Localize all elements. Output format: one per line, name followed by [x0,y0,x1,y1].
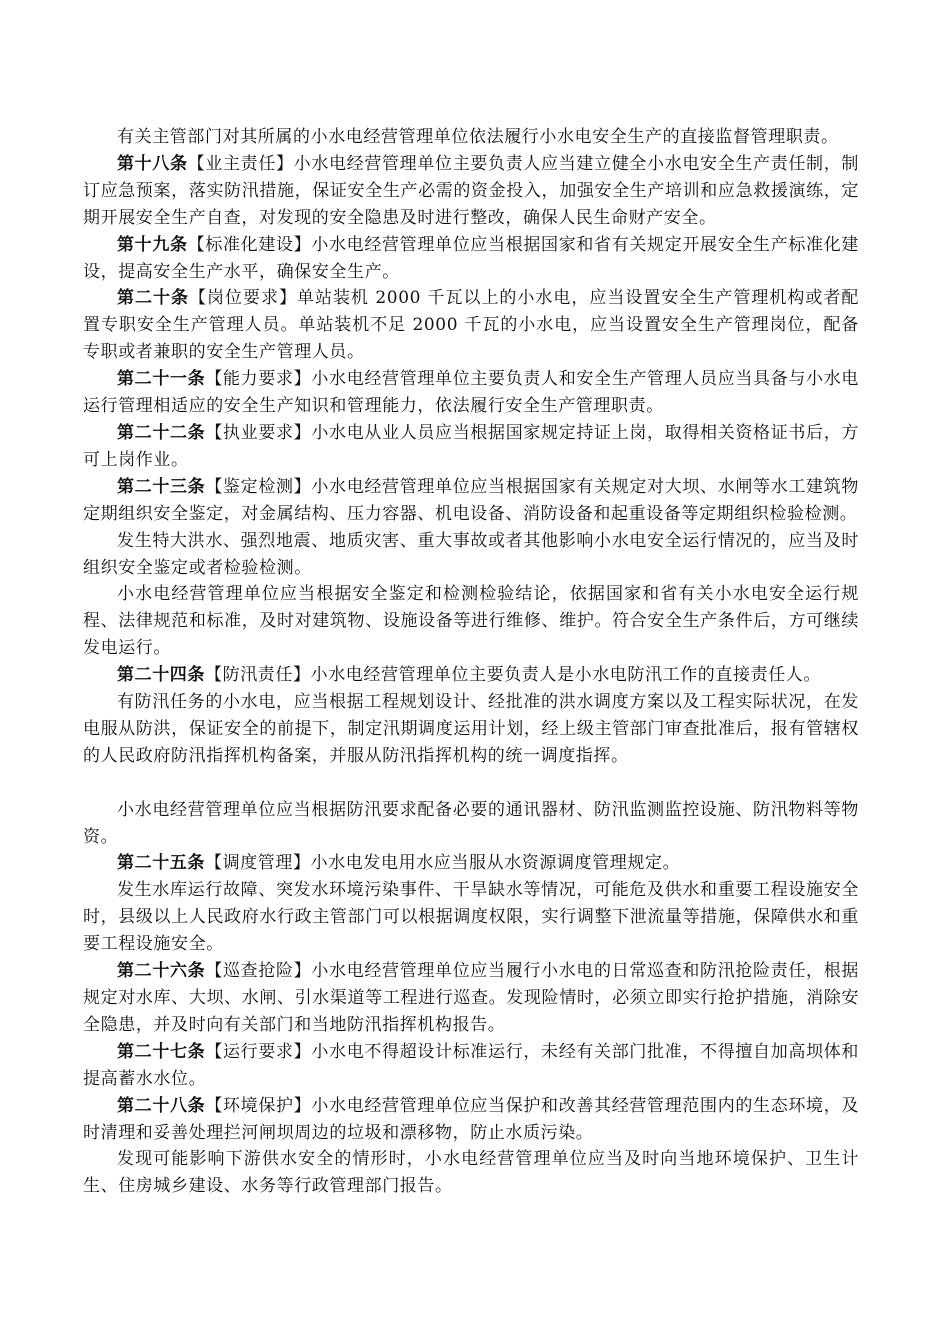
article-body: 【执业要求】小水电从业人员应当根据国家规定持证上岗，取得相关资格证书后，方可上岗作业。 [83,422,859,470]
paragraph [83,581,859,662]
paragraph [83,232,859,286]
paragraph [83,124,859,151]
article-body: 发生水库运行故障、突发水环境污染事件、干旱缺水等情况，可能危及供水和重要工程设施安全时，县级以上人民政府水行政主管部门可以根据调度权限，实行调整下泄流量等措施，保障供水和重要工程设施安全。 [83,880,859,955]
paragraph [83,958,859,1039]
article-body: 【标准化建设】小水电经营管理单位应当根据国家和省有关规定开展安全生产标准化建设，提高安全生产水平，确保安全生产。 [83,234,859,282]
article-number: 第二十七条 [117,1041,206,1062]
article-body: 【运行要求】小水电不得超设计标准运行，未经有关部门批准，不得擅自加高坝体和提高蓄水水位。 [83,1041,859,1089]
paragraph [83,474,859,528]
paragraph [83,1093,859,1147]
article-body: 发生特大洪水、强烈地震、地质灾害、重大事故或者其他影响小水电安全运行情况的，应当及时组织安全鉴定或者检验检测。 [83,530,859,578]
paragraph [83,151,859,232]
paragraph [83,528,859,582]
paragraph [83,877,859,958]
article-body: 【鉴定检测】小水电经营管理单位应当根据国家有关规定对大坝、水闸等水工建筑物定期组织安全鉴定，对金属结构、压力容器、机电设备、消防设备和起重设备等定期组织检验检测。 [83,476,859,524]
article-number: 第二十五条 [117,853,205,874]
article-body: 小水电经营管理单位应当根据防汛要求配备必要的通讯器材、防汛监测监控设施、防汛物料等物资。 [83,799,859,847]
paragraph [83,662,859,689]
paragraph [83,420,859,474]
article-number: 第二十一条 [117,369,206,390]
article-number: 第二十八条 [117,1095,206,1116]
article-body: 【业主责任】小水电经营管理单位主要负责人应当建立健全小水电安全生产责任制，制订应急预案，落实防汛措施，保证安全生产必需的资金投入，加强安全生产培训和应急救援演练，定期开展安全生产自查，对发现的安全隐患及时进行整改，确保人民生命财产安全。 [83,153,859,228]
blank-line [83,770,859,797]
paragraph [83,689,859,770]
article-body: 【环境保护】小水电经营管理单位应当保护和改善其经营管理范围内的生态环境，及时清理和妥善处理拦河闸坝周边的垃圾和漂移物，防止水质污染。 [83,1095,859,1143]
article-body: 【调度管理】小水电发电用水应当服从水资源调度管理规定。 [205,853,681,874]
article-number: 第二十六条 [117,961,206,982]
paragraph [83,850,859,877]
article-body: 【防汛责任】小水电经营管理单位主要负责人是小水电防汛工作的直接责任人。 [205,665,821,686]
article-number: 第二十二条 [117,422,206,443]
article-number: 第二十四条 [117,665,205,686]
article-number: 第十九条 [117,234,188,255]
article-body: 有关主管部门对其所属的小水电经营管理单位依法履行小水电安全生产的直接监督管理职责。 [117,127,839,147]
paragraph [83,1146,859,1200]
paragraph [83,366,859,420]
article-number: 第十八条 [117,153,188,174]
article-number: 第二十条 [117,288,189,309]
paragraph [83,797,859,851]
article-body: 【能力要求】小水电经营管理单位主要负责人和安全生产管理人员应当具备与小水电运行管理相适应的安全生产知识和管理能力，依法履行安全生产管理职责。 [83,369,859,417]
article-body: 【巡查抢险】小水电经营管理单位应当履行小水电的日常巡查和防汛抢险责任，根据规定对水库、大坝、水闸、引水渠道等工程进行巡查。发现险情时，必须立即实行抢护措施，消除安全隐患，并及时向有关部门和当地防汛指挥机构报告。 [83,961,859,1035]
article-body: 有防汛任务的小水电，应当根据工程规划设计、经批准的洪水调度方案以及工程实际状况，在发电服从防洪，保证安全的前提下，制定汛期调度运用计划，经上级主管部门审查批准后，报有管辖权的人民政府防汛指挥机构备案，并服从防汛指挥机构的统一调度指挥。 [83,692,859,766]
paragraph [83,1039,859,1093]
document-page [83,124,859,1200]
article-body: 【岗位要求】单站装机 2000 千瓦以上的小水电，应当设置安全生产管理机构或者配置专职安全生产管理人员。单站装机不足 2000 千瓦的小水电，应当设置安全生产管理岗位，配备专职或者兼职的安全生产管理人员。 [83,288,859,363]
article-body: 小水电经营管理单位应当根据安全鉴定和检测检验结论，依据国家和省有关小水电安全运行规程、法律规范和标准，及时对建筑物、设施设备等进行维修、维护。符合安全生产条件后，方可继续发电运行。 [83,584,859,659]
article-number: 第二十三条 [117,476,206,497]
article-body: 发现可能影响下游供水安全的情形时，小水电经营管理单位应当及时向当地环境保护、卫生计生、住房城乡建设、水务等行政管理部门报告。 [83,1149,859,1197]
paragraph [83,285,859,366]
